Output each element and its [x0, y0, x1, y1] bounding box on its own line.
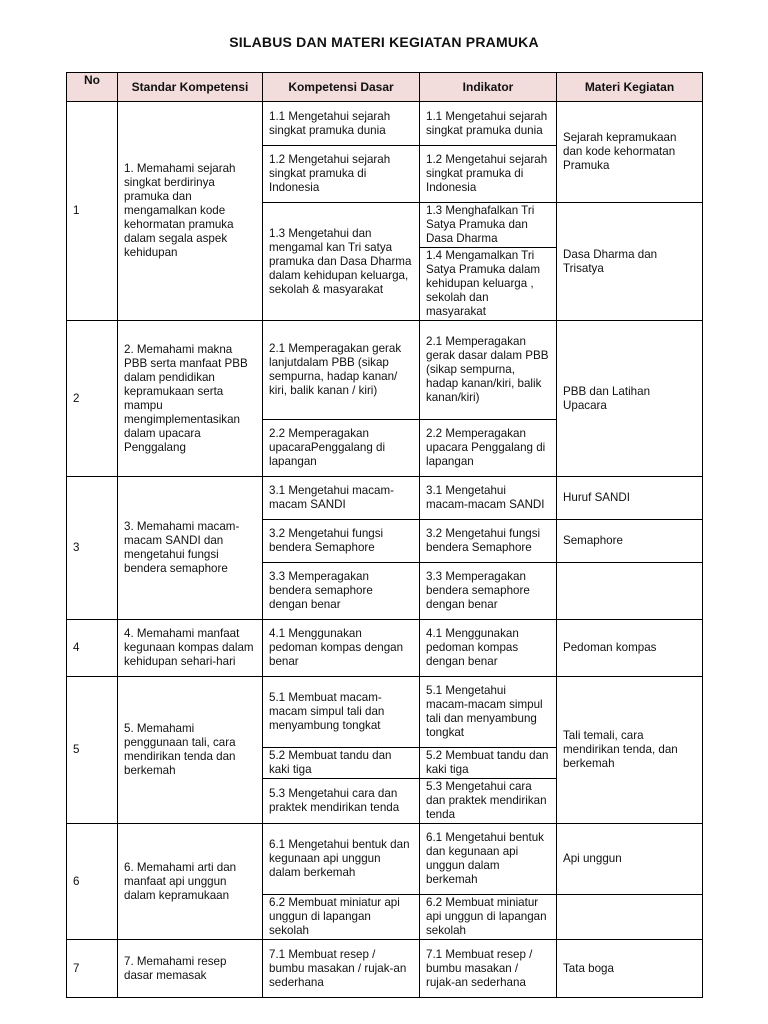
materi-kegiatan-cell: Tali temali, cara mendirikan tenda, dan berkemah: [557, 677, 703, 824]
kompetensi-dasar-cell: 3.1 Mengetahui macam-macam SANDI: [263, 477, 420, 520]
row-number: 7: [67, 940, 118, 998]
materi-kegiatan-cell: [557, 895, 703, 940]
kompetensi-dasar-cell: 5.2 Membuat tandu dan kaki tiga: [263, 748, 420, 779]
indikator-cell: 2.2 Memperagakan upacara Penggalang di lapangan: [420, 420, 557, 477]
materi-kegiatan-cell: Sejarah kepramukaan dan kode kehormatan Pramuka: [557, 102, 703, 203]
row-number: 2: [67, 321, 118, 477]
materi-kegiatan-cell: Api unggun: [557, 824, 703, 895]
materi-kegiatan-cell: Pedoman kompas: [557, 620, 703, 677]
kompetensi-dasar-cell: 3.2 Mengetahui fungsi bendera Semaphore: [263, 520, 420, 563]
kompetensi-dasar-cell: 1.2 Mengetahui sejarah singkat pramuka di Indonesia: [263, 146, 420, 203]
indikator-cell: 1.2 Mengetahui sejarah singkat pramuka di Indonesia: [420, 146, 557, 203]
kompetensi-dasar-cell: 6.2 Membuat miniatur api unggun di lapangan sekolah: [263, 895, 420, 940]
indikator-cell: 7.1 Membuat resep / bumbu masakan / rujak-an sederhana: [420, 940, 557, 998]
materi-kegiatan-cell: PBB dan Latihan Upacara: [557, 321, 703, 477]
row-number: 5: [67, 677, 118, 824]
header-materi-kegiatan: Materi Kegiatan: [557, 73, 703, 102]
materi-kegiatan-cell: [557, 563, 703, 620]
standar-kompetensi-cell: 2. Memahami makna PBB serta manfaat PBB dalam pendidikan kepramukaan serta mampu mengimplementasikan dalam upacara Penggalang: [118, 321, 263, 477]
table-row: [67, 102, 703, 146]
standar-kompetensi-cell: 7. Memahami resep dasar memasak: [118, 940, 263, 998]
table-row: [67, 321, 703, 420]
kompetensi-dasar-cell: 3.3 Memperagakan bendera semaphore dengan benar: [263, 563, 420, 620]
indikator-cell: 6.1 Mengetahui bentuk dan kegunaan api unggun dalam berkemah: [420, 824, 557, 895]
standar-kompetensi-cell: 6. Memahami arti dan manfaat api unggun dalam kepramukaan: [118, 824, 263, 940]
kompetensi-dasar-cell: 5.1 Membuat macam-macam simpul tali dan menyambung tongkat: [263, 677, 420, 748]
document-title: SILABUS DAN MATERI KEGIATAN PRAMUKA: [229, 34, 539, 50]
kompetensi-dasar-cell: 2.2 Memperagakan upacaraPenggalang di lapangan: [263, 420, 420, 477]
materi-kegiatan-cell: Tata boga: [557, 940, 703, 998]
standar-kompetensi-cell: 4. Memahami manfaat kegunaan kompas dalam kehidupan sehari-hari: [118, 620, 263, 677]
header-indikator: Indikator: [420, 73, 557, 102]
indikator-cell: 3.3 Memperagakan bendera semaphore dengan benar: [420, 563, 557, 620]
row-number: 6: [67, 824, 118, 940]
kompetensi-dasar-cell: 7.1 Membuat resep / bumbu masakan / rujak-an sederhana: [263, 940, 420, 998]
indikator-cell: 1.4 Mengamalkan Tri Satya Pramuka dalam kehidupan keluarga , sekolah dan masyarakat: [420, 248, 557, 321]
header-standar-kompetensi: Standar Kompetensi: [118, 73, 263, 102]
indikator-cell: 3.1 Mengetahui macam-macam SANDI: [420, 477, 557, 520]
standar-kompetensi-cell: 1. Memahami sejarah singkat berdirinya pramuka dan mengamalkan kode kehormatan pramuka dalam segala aspek kehidupan: [118, 102, 263, 321]
table-row: [67, 824, 703, 895]
indikator-cell: 5.3 Mengetahui cara dan praktek mendirikan tenda: [420, 779, 557, 824]
table-row: [67, 477, 703, 520]
indikator-cell: 5.2 Membuat tandu dan kaki tiga: [420, 748, 557, 779]
table-row: [67, 620, 703, 677]
kompetensi-dasar-cell: 5.3 Mengetahui cara dan praktek mendirikan tenda: [263, 779, 420, 824]
kompetensi-dasar-cell: 1.1 Mengetahui sejarah singkat pramuka dunia: [263, 102, 420, 146]
row-number: 4: [67, 620, 118, 677]
standar-kompetensi-cell: 3. Memahami macam-macam SANDI dan mengetahui fungsi bendera semaphore: [118, 477, 263, 620]
materi-kegiatan-cell: Dasa Dharma dan Trisatya: [557, 203, 703, 321]
table-row: [67, 677, 703, 748]
materi-kegiatan-cell: Huruf SANDI: [557, 477, 703, 520]
indikator-cell: 3.2 Mengetahui fungsi bendera Semaphore: [420, 520, 557, 563]
standar-kompetensi-cell: 5. Memahami penggunaan tali, cara mendirikan tenda dan berkemah: [118, 677, 263, 824]
indikator-cell: 4.1 Menggunakan pedoman kompas dengan benar: [420, 620, 557, 677]
kompetensi-dasar-cell: 1.3 Mengetahui dan mengamal kan Tri satya pramuka dan Dasa Dharma dalam kehidupan keluarga, sekolah & masyarakat: [263, 203, 420, 321]
header-kompetensi-dasar: Kompetensi Dasar: [263, 73, 420, 102]
indikator-cell: 1.1 Mengetahui sejarah singkat pramuka dunia: [420, 102, 557, 146]
kompetensi-dasar-cell: 2.1 Memperagakan gerak lanjutdalam PBB (sikap sempurna, hadap kanan/ kiri, balik kanan / kiri): [263, 321, 420, 420]
indikator-cell: 2.1 Memperagakan gerak dasar dalam PBB (sikap sempurna, hadap kanan/kiri, balik kanan/kiri): [420, 321, 557, 420]
indikator-cell: 6.2 Membuat miniatur api unggun di lapangan sekolah: [420, 895, 557, 940]
row-number: 3: [67, 477, 118, 620]
row-number: 1: [67, 102, 118, 321]
header-no: No: [67, 73, 118, 102]
materi-kegiatan-cell: Semaphore: [557, 520, 703, 563]
syllabus-table: [66, 72, 703, 998]
kompetensi-dasar-cell: 4.1 Menggunakan pedoman kompas dengan benar: [263, 620, 420, 677]
table-header-row: [67, 73, 703, 102]
indikator-cell: 1.3 Menghafalkan Tri Satya Pramuka dan Dasa Dharma: [420, 203, 557, 248]
table-row: [67, 940, 703, 998]
kompetensi-dasar-cell: 6.1 Mengetahui bentuk dan kegunaan api unggun dalam berkemah: [263, 824, 420, 895]
indikator-cell: 5.1 Mengetahui macam-macam simpul tali dan menyambung tongkat: [420, 677, 557, 748]
